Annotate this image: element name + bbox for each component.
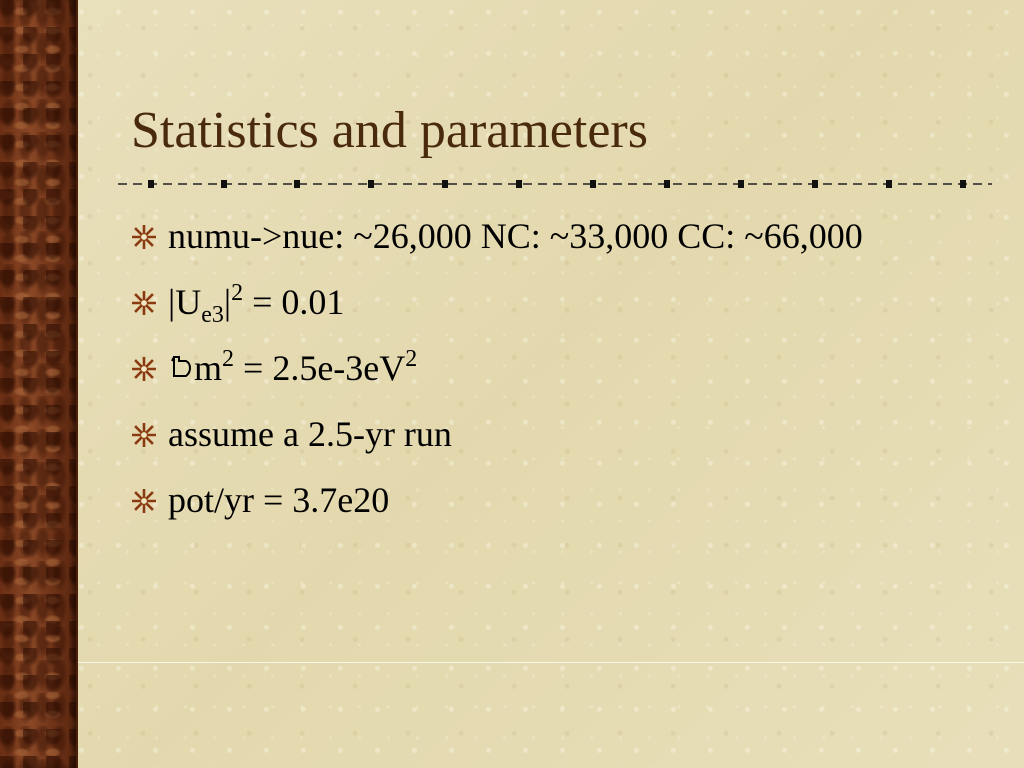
bullet-list: [132, 212, 982, 542]
superscript: 2: [222, 346, 235, 372]
bullet-text: assume a 2.5-yr run: [168, 414, 452, 454]
list-item: [132, 476, 982, 524]
bullet-text: [168, 348, 417, 388]
sunburst-bullet-icon: [132, 489, 156, 513]
subscript: e3: [201, 302, 224, 328]
list-item: [132, 410, 982, 458]
superscript: 2: [405, 346, 418, 372]
sunburst-bullet-icon: [132, 225, 156, 249]
bullet-text-part: |: [223, 282, 232, 322]
list-item: [132, 344, 982, 392]
superscript: 2: [231, 280, 244, 306]
delta-symbol-glyph: [168, 353, 194, 383]
bullet-text: [168, 280, 345, 328]
bullet-text-part: = 0.01: [243, 282, 345, 322]
bullet-text: pot/yr = 3.7e20: [168, 480, 390, 520]
bullet-text-part: = 2.5e-3eV: [234, 348, 406, 388]
bullet-text-part: |U: [168, 282, 202, 322]
slide-title: Statistics and parameters: [131, 102, 648, 159]
list-item: [132, 212, 982, 260]
list-item: [132, 278, 982, 326]
sunburst-bullet-icon: [132, 291, 156, 315]
decorative-left-strip: [0, 0, 78, 768]
bullet-text-part: m: [194, 348, 223, 388]
sunburst-bullet-icon: [132, 423, 156, 447]
bullet-text: numu->nue: ~26,000 NC: ~33,000 CC: ~66,000: [168, 216, 863, 256]
bottom-divider: [78, 662, 1024, 663]
sunburst-bullet-icon: [132, 357, 156, 381]
title-divider: [118, 178, 992, 190]
